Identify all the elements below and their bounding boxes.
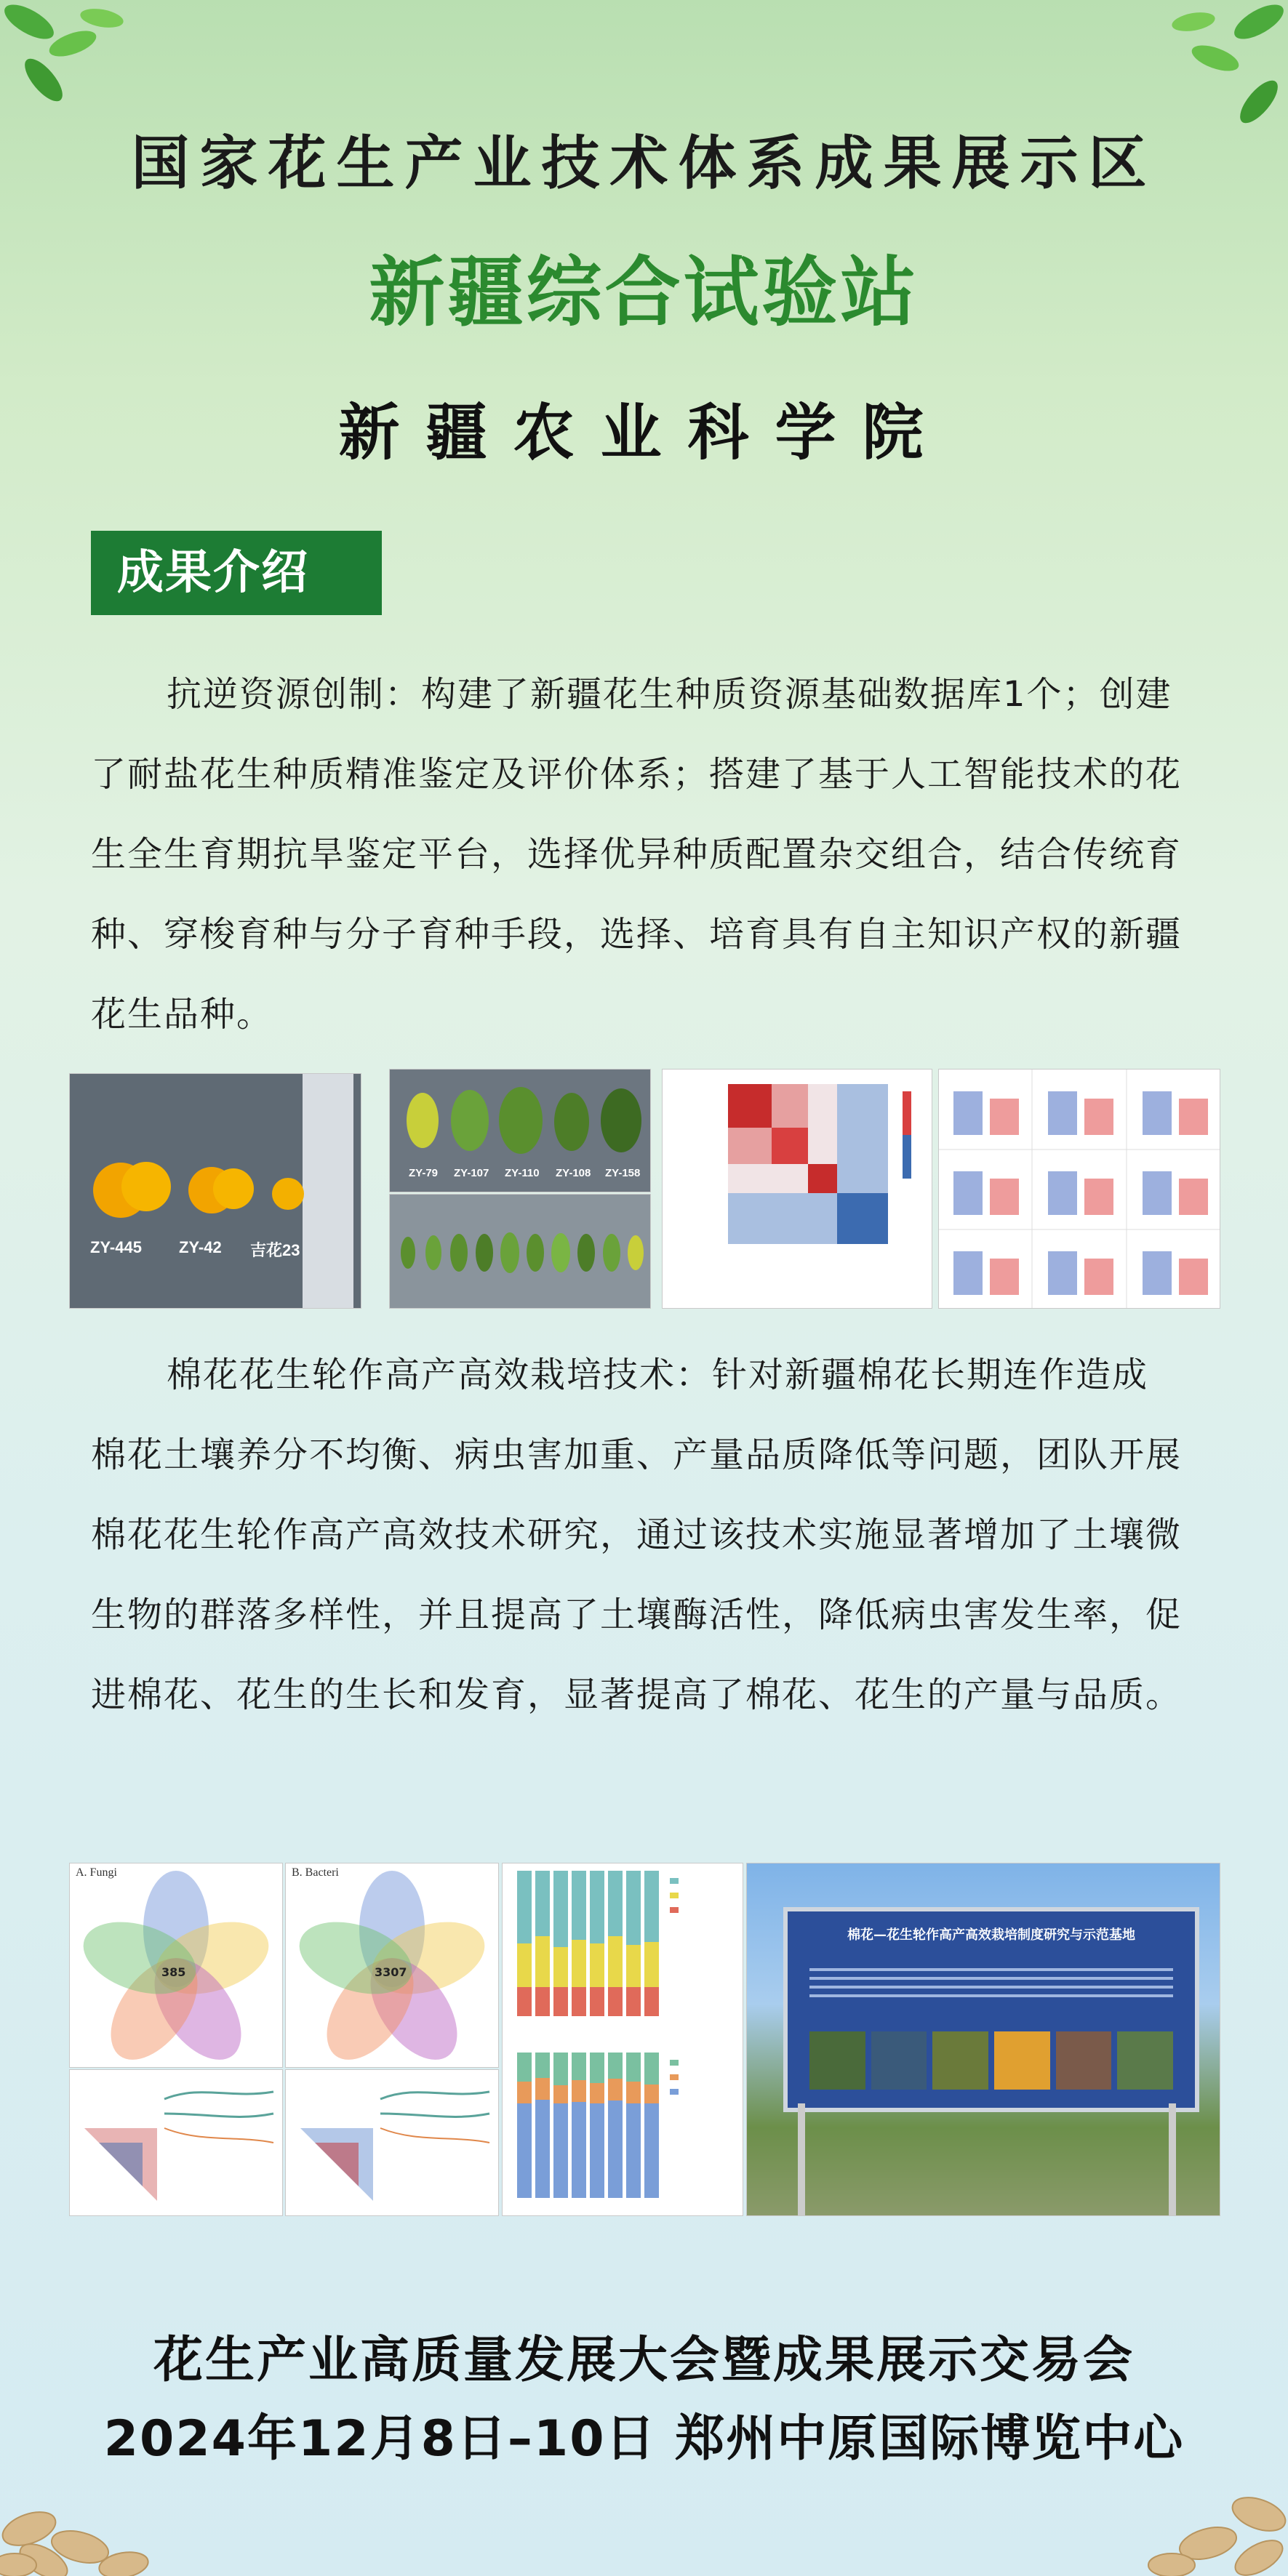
- peanuts-decoration-left: [0, 2456, 160, 2576]
- title-line1: 国家花生产业技术体系成果展示区: [131, 129, 1157, 197]
- leaf-label-4: ZY-108: [556, 1167, 591, 1179]
- venn-fungi: [69, 1863, 283, 2068]
- sign-post-right: [1169, 2103, 1176, 2215]
- flower-label-3: 吉花23: [250, 1241, 300, 1259]
- venn-fungi-center: 385: [161, 1965, 186, 1979]
- leaf-photo-bottom: [389, 1194, 651, 1309]
- bacteria-correlation-network: [285, 2069, 499, 2216]
- sign-board: [783, 1907, 1199, 2112]
- venn-bacteria: [285, 1863, 499, 2068]
- peanuts-decoration-right: [1143, 2471, 1288, 2576]
- venn-bacteria-center: 3307: [375, 1965, 407, 1979]
- sign-text-block: [809, 1962, 1173, 2013]
- correlation-heatmap: [662, 1069, 932, 1309]
- footer-line2: 2024年12月8日–10日 郑州中原国际博览中心: [103, 2410, 1185, 2468]
- title-line3: 新疆农业科学院: [338, 397, 950, 468]
- flower-label-2: ZY-42: [179, 1238, 222, 1256]
- section-tag: 成果介绍: [91, 531, 382, 615]
- venn-fungi-title: A. Fungi: [76, 1866, 117, 1879]
- paragraph-2: [91, 1335, 1182, 1735]
- paragraph-1: [91, 654, 1182, 1054]
- leaf-label-5: ZY-158: [605, 1167, 641, 1179]
- paragraph-1-text: 抗逆资源创制：构建了新疆花生种质资源基础数据库1个；创建了耐盐花生种质精准鉴定及评价体系；搭建了基于人工智能技术的花生全生育期抗旱鉴定平台，选择优异种质配置杂交组合，结合传统育种、穿梭育种与分子育种手段，选择、培育具有自主知识产权的新疆花生品种。: [91, 674, 1183, 1035]
- leaves-decoration-left: [0, 0, 138, 116]
- leaf-label-3: ZY-110: [505, 1167, 540, 1179]
- leaf-photo-top: [389, 1069, 651, 1192]
- sign-title: 棉花—花生轮作高产高效栽培制度研究与示范基地: [847, 1927, 1135, 1943]
- sign-photo-strip: [809, 2031, 1173, 2090]
- footer-line1: 花生产业高质量发展大会暨成果展示交易会: [153, 2332, 1135, 2389]
- leaf-label-1: ZY-79: [409, 1167, 439, 1179]
- fungi-correlation-network: [69, 2069, 283, 2216]
- venn-bacteria-title: B. Bacteri: [292, 1866, 339, 1879]
- title-line2: 新疆综合试验站: [369, 248, 919, 337]
- flower-label-1: ZY-445: [90, 1238, 142, 1256]
- paragraph-2-text: 棉花花生轮作高产高效栽培技术：针对新疆棉花长期连作造成棉花土壤养分不均衡、病虫害加重、产量品质降低等问题，团队开展棉花花生轮作高产高效技术研究，通过该技术实施显著增加了土壤微生物的群落多样性，并且提高了土壤酶活性，降低病虫害发生率，促进棉花、花生的生长和发育，显著提高了棉花、花生的产量与品质。: [91, 1355, 1183, 1715]
- leaf-label-2: ZY-107: [454, 1167, 489, 1179]
- stacked-bar-charts: [502, 1863, 743, 2216]
- boxplot-grid: [938, 1069, 1220, 1309]
- peanut-flower-photo: [69, 1073, 361, 1309]
- sign-post-left: [798, 2103, 805, 2215]
- demo-base-sign-photo: [746, 1863, 1220, 2216]
